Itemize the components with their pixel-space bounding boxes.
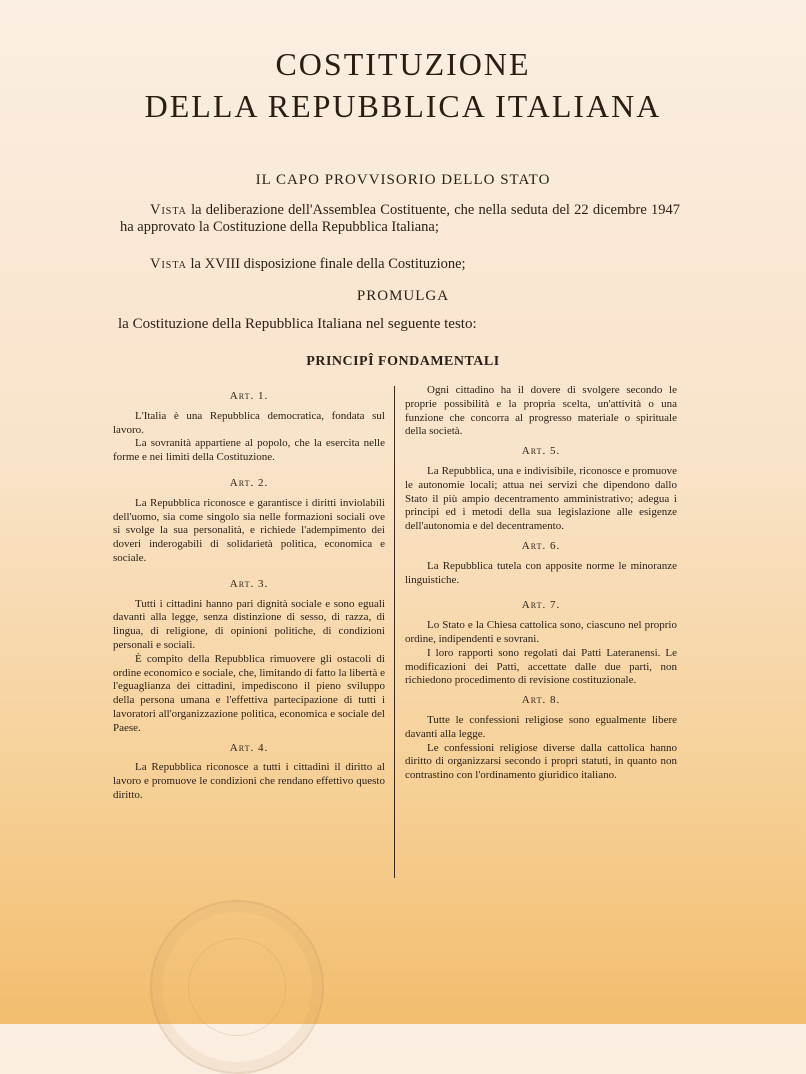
art-5-paragraph-1: La Repubblica, una e indivisibile, riconosce e promuove le autonomie locali; attua nei servizi che dipendono dallo Stato il più ampio decentramento amministrativo; adegua i principi ed i metodi della sua legislazione alle esigenze dell'autonomia e del decentramento. <box>405 464 677 533</box>
art-6-paragraph-1: La Repubblica tutela con apposite norme le minoranze linguistiche. <box>405 559 677 586</box>
art-2-paragraph-1: La Repubblica riconosce e garantisce i diritti inviolabili dell'uomo, sia come singolo sia nelle formazioni sociali ove si svolge la sua personalità, e richiede l'adempimento dei doveri inderogabili di solidarietà politica, economica e sociale. <box>113 496 385 564</box>
art-7-heading: Art. 7. <box>521 599 561 612</box>
vista-text-1: la deliberazione dell'Assemblea Costituente, che nella seduta del 22 dicembre 1947 ha approvato la Costituzione della Repubblica Italiana; <box>120 202 680 235</box>
embossed-seal <box>150 900 324 1074</box>
principi-heading: PRINCIPÎ FONDAMENTALI <box>306 354 500 369</box>
art-2-heading: Art. 2. <box>229 476 269 489</box>
art-1-heading: Art. 1. <box>229 390 269 402</box>
art-8-paragraph-1: Tutte le confessioni religiose sono egualmente libere davanti alla legge. <box>405 713 677 740</box>
art-4-heading: Art. 4. <box>229 741 269 754</box>
art-7-paragraph-1: Lo Stato e la Chiesa cattolica sono, ciascuno nel proprio ordine, indipendenti e sovrani. <box>405 619 677 645</box>
vista-paragraph-1 <box>120 202 680 236</box>
vista-text-2: la XVIII disposizione finale della Costituzione; <box>190 256 466 272</box>
art-3-paragraph-1: Tutti i cittadini hanno pari dignità sociale e sono eguali davanti alla legge, senza distinzione di sesso, di razza, di lingua, di religione, di opinioni politiche, di condizioni personali e sociali. <box>113 597 385 651</box>
capo-heading: IL CAPO PROVVISORIO DELLO STATO <box>255 172 551 188</box>
vista-lead-2: Vista <box>150 256 187 272</box>
art-3-paragraph-2: È compito della Repubblica rimuovere gli ostacoli di ordine economico e sociale, che, limitando di fatto la libertà e l'eguaglianza dei cittadini, impediscono il pieno sviluppo della persona umana e l'effettiva partecipazione di tutti i lavoratori all'organizzazione politica, economica e sociale del Paese. <box>113 652 385 734</box>
seal-inner-ring <box>188 938 286 1036</box>
vista-paragraph-2 <box>120 256 680 273</box>
promulga-heading: PROMULGA <box>356 288 450 304</box>
art-8-paragraph-2: Le confessioni religiose diverse dalla cattolica hanno diritto di organizzarsi secondo i propri statuti, in quanto non contrastino con l'ordinamento giuridico italiano. <box>405 741 677 782</box>
art-5-heading: Art. 5. <box>521 445 561 458</box>
art-4-paragraph-1: La Repubblica riconosce a tutti i cittadini il diritto al lavoro e promuove le condizioni che rendano effettivo questo diritto. <box>113 761 385 801</box>
art-3-heading: Art. 3. <box>229 577 269 590</box>
art-4-paragraph-2: Ogni cittadino ha il dovere di svolgere secondo le proprie possibilità e la propria scelta, un'attività o una funzione che concorra al progresso materiale o spirituale della società. <box>405 384 677 438</box>
art-1-paragraph-2: La sovranità appartiene al popolo, che la esercita nelle forme e nei limiti della Costituzione. <box>113 437 385 464</box>
art-7-paragraph-2: I loro rapporti sono regolati dai Patti Lateranensi. Le modificazioni dei Patti, accettate dalle due parti, non richiedono procedimento di revisione costituzionale. <box>405 646 677 687</box>
vista-lead-1: Vista <box>150 202 187 218</box>
title-line-1: COSTITUZIONE <box>275 46 531 82</box>
intro-line: la Costituzione della Repubblica Italiana nel seguente testo: <box>118 316 477 332</box>
art-6-heading: Art. 6. <box>521 539 561 552</box>
title-line-2: DELLA REPUBBLICA ITALIANA <box>144 88 662 124</box>
column-divider <box>394 386 395 878</box>
art-8-heading: Art. 8. <box>521 694 561 707</box>
right-column <box>405 384 677 783</box>
left-column <box>113 384 385 803</box>
art-1-paragraph-1: L'Italia è una Repubblica democratica, fondata sul lavoro. <box>113 409 385 436</box>
